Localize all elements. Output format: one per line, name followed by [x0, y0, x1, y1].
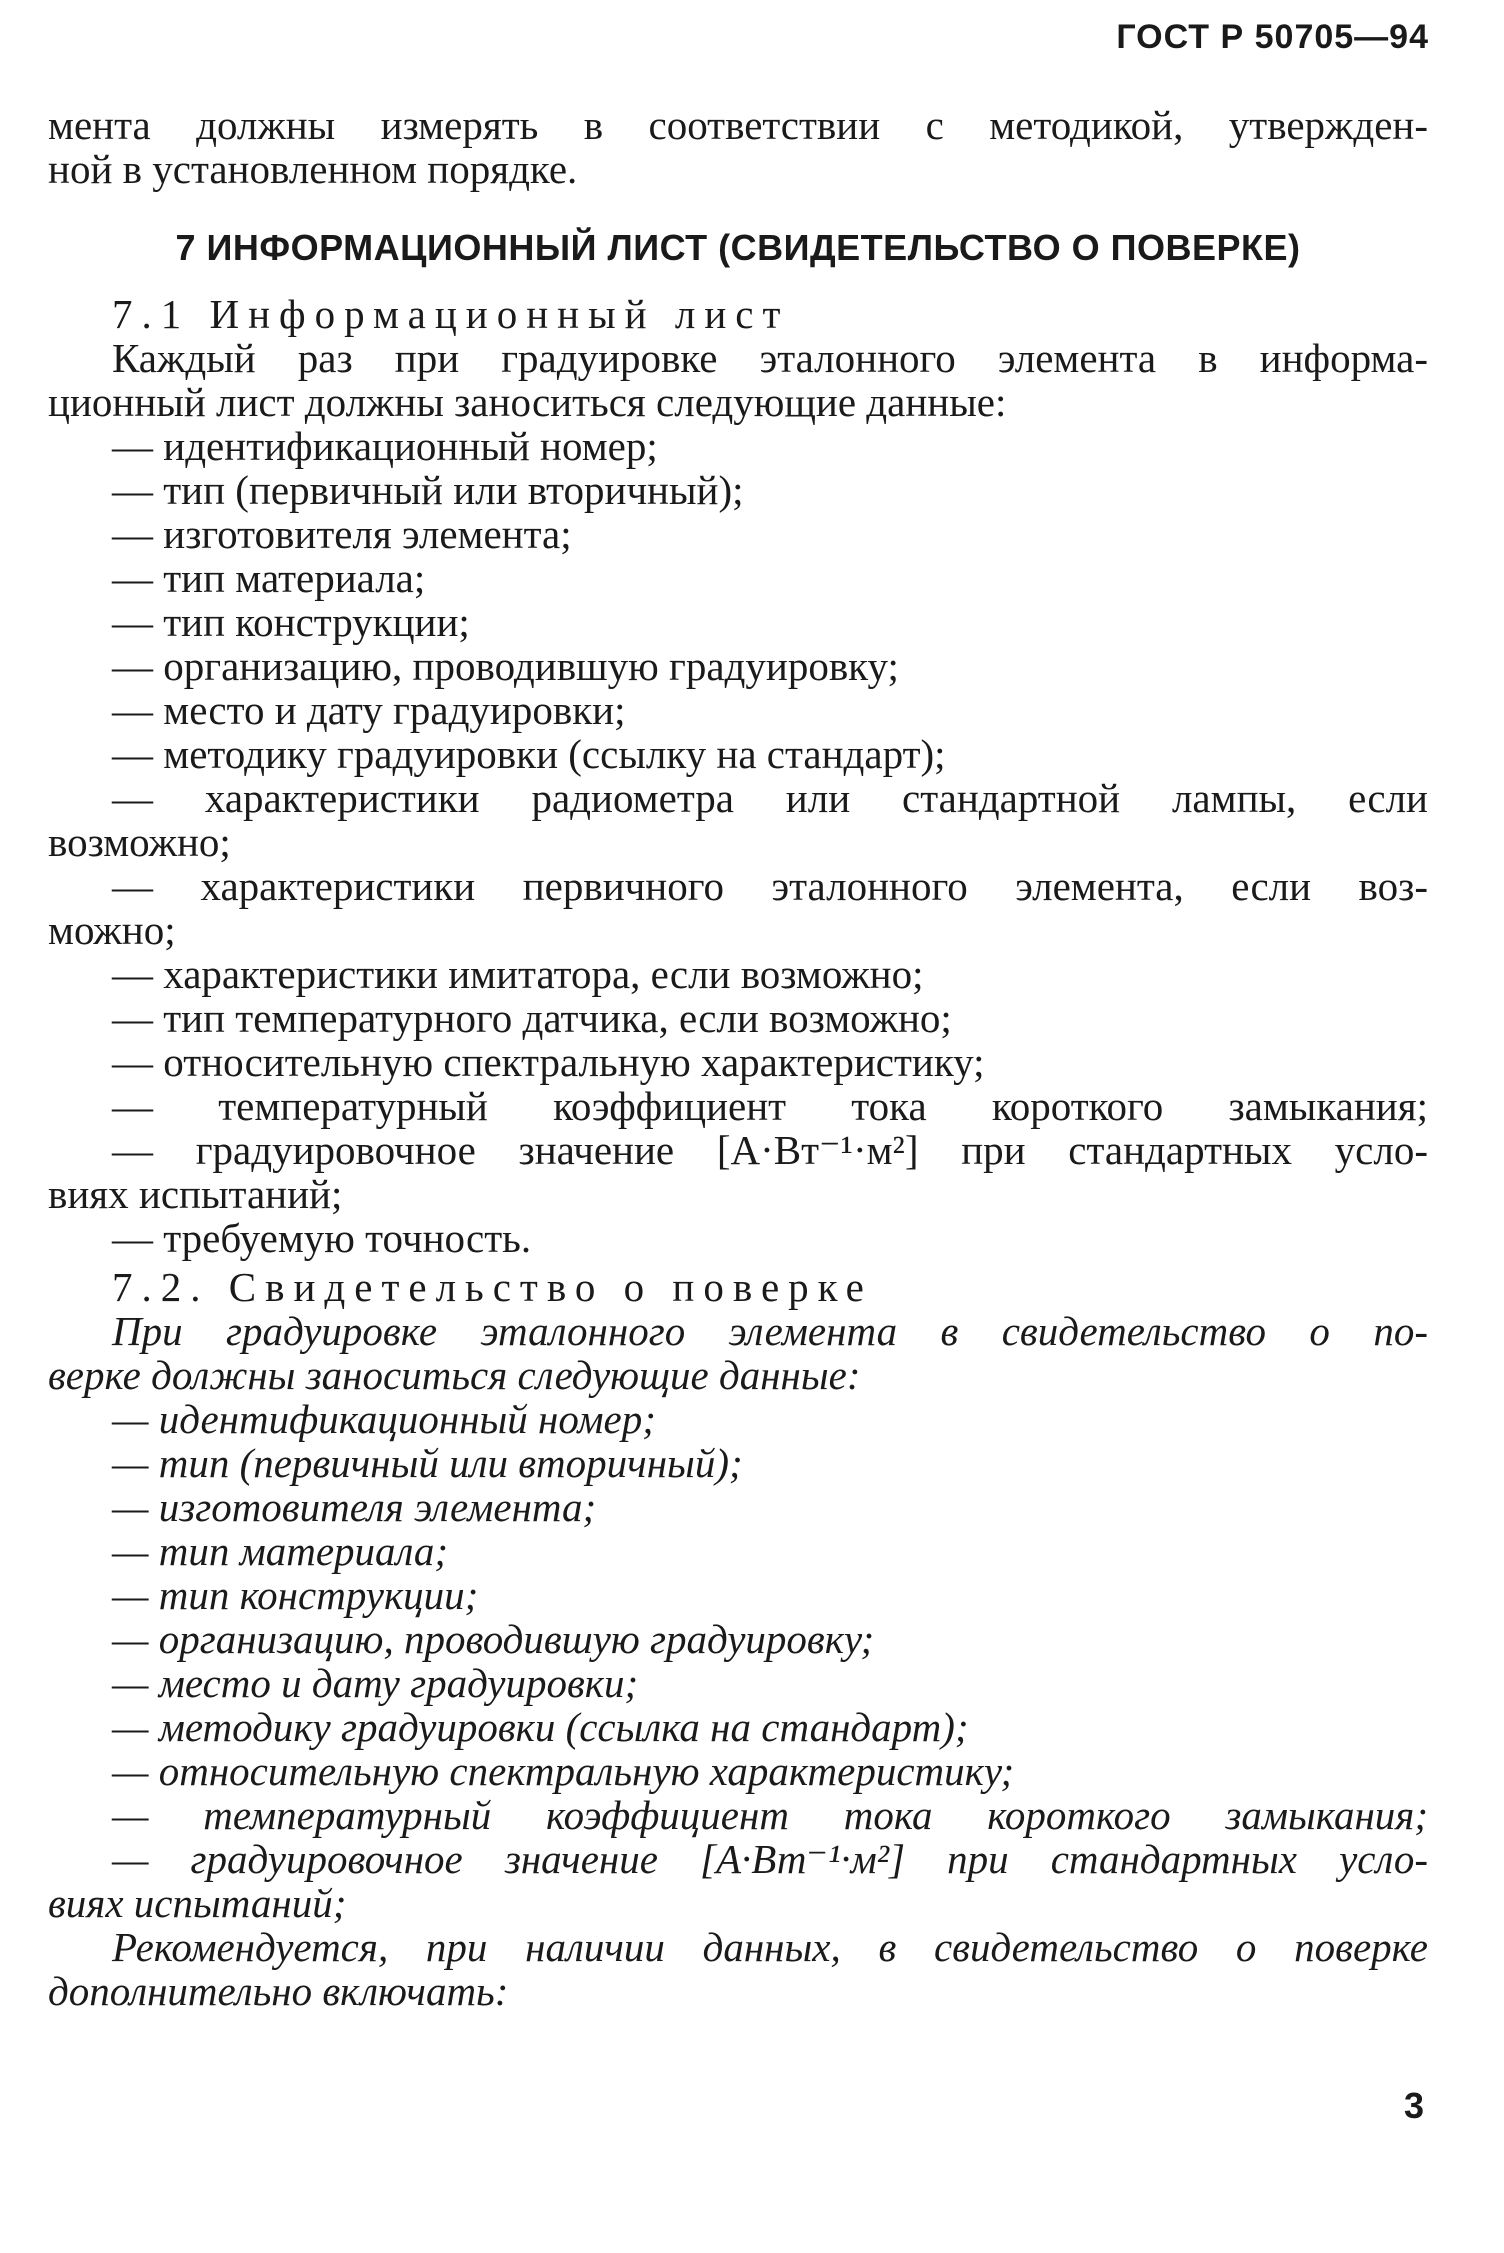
section-heading: 7 ИНФОРМАЦИОННЫЙ ЛИСТ (СВИДЕТЕЛЬСТВО О ПОВЕРКЕ) — [175, 227, 1301, 268]
paragraph-line: верке должны заноситься следующие данные: — [48, 1352, 861, 1398]
list-item: — место и дату градуировки; — [112, 1660, 639, 1706]
recommendation-line: дополнительно включать: — [48, 1968, 509, 2014]
list-item: — тип конструкции; — [112, 1572, 479, 1618]
list-item: — температурный коэффициент тока короткого замыкания; — [112, 1083, 1428, 1129]
list-item: — методику градуировки (ссылка на стандарт); — [112, 1704, 969, 1750]
list-item: — место и дату градуировки; — [112, 687, 626, 733]
list-item: — температурный коэффициент тока короткого замыкания; — [112, 1792, 1428, 1838]
list-item: — изготовителя элемента; — [112, 1484, 597, 1530]
list-item: — тип материала; — [112, 1528, 449, 1574]
paragraph-line: При градуировке эталонного элемента в свидетельство о по- — [112, 1308, 1428, 1354]
list-item: — тип температурного датчика, если возможно; — [112, 995, 952, 1041]
body-text — [48, 103, 1428, 2013]
paragraph-line: ционный лист должны заноситься следующие данные: — [48, 379, 1007, 425]
recommendation-line: Рекомендуется, при наличии данных, в свидетельство о поверке — [112, 1924, 1428, 1970]
list-item-cont: можно; — [48, 907, 176, 953]
list-item: — изготовителя элемента; — [112, 511, 572, 557]
intro-line: мента должны измерять в соответствии с методикой, утвержден- — [48, 102, 1428, 148]
list-item: — градуировочное значение [А·Вт⁻¹·м²] при стандартных усло- — [112, 1127, 1428, 1173]
list-item: — тип конструкции; — [112, 599, 470, 645]
list-item: — характеристики имитатора, если возможно; — [112, 951, 924, 997]
list-item: — организацию, проводившую градуировку; — [112, 1616, 875, 1662]
list-item: — относительную спектральную характеристику; — [112, 1039, 985, 1085]
list-item: — градуировочное значение [А·Вт⁻¹·м²] при стандартных усло- — [112, 1836, 1428, 1882]
list-item: — характеристики первичного эталонного элемента, если воз- — [112, 863, 1428, 909]
list-item: — тип материала; — [112, 555, 426, 601]
page-number: 3 — [1403, 2085, 1424, 2126]
list-item: — идентификационный номер; — [112, 423, 658, 469]
list-item-cont: виях испытаний; — [48, 1171, 343, 1217]
list-item: — тип (первичный или вторичный); — [112, 467, 744, 513]
paragraph-line: Каждый раз при градуировке эталонного элемента в информа- — [112, 335, 1428, 381]
list-item: — тип (первичный или вторичный); — [112, 1440, 743, 1486]
list-item: — идентификационный номер; — [112, 1396, 656, 1442]
list-item: — характеристики радиометра или стандартной лампы, если — [112, 775, 1428, 821]
intro-line: ной в установленном порядке. — [48, 146, 578, 192]
subsection-title-7-2: 7.2. Свидетельство о поверке — [112, 1264, 873, 1310]
list-item-cont: виях испытаний; — [48, 1880, 347, 1926]
list-item: — относительную спектральную характеристику; — [112, 1748, 1015, 1794]
document-id-header: ГОСТ Р 50705—94 — [1116, 18, 1429, 56]
subsection-title-7-1: 7.1 Информационный лист — [112, 291, 790, 337]
list-item: — методику градуировки (ссылку на стандарт); — [112, 731, 946, 777]
list-item: — организацию, проводившую градуировку; — [112, 643, 899, 689]
list-item: — требуемую точность. — [112, 1215, 532, 1261]
list-item-cont: возможно; — [48, 819, 231, 865]
